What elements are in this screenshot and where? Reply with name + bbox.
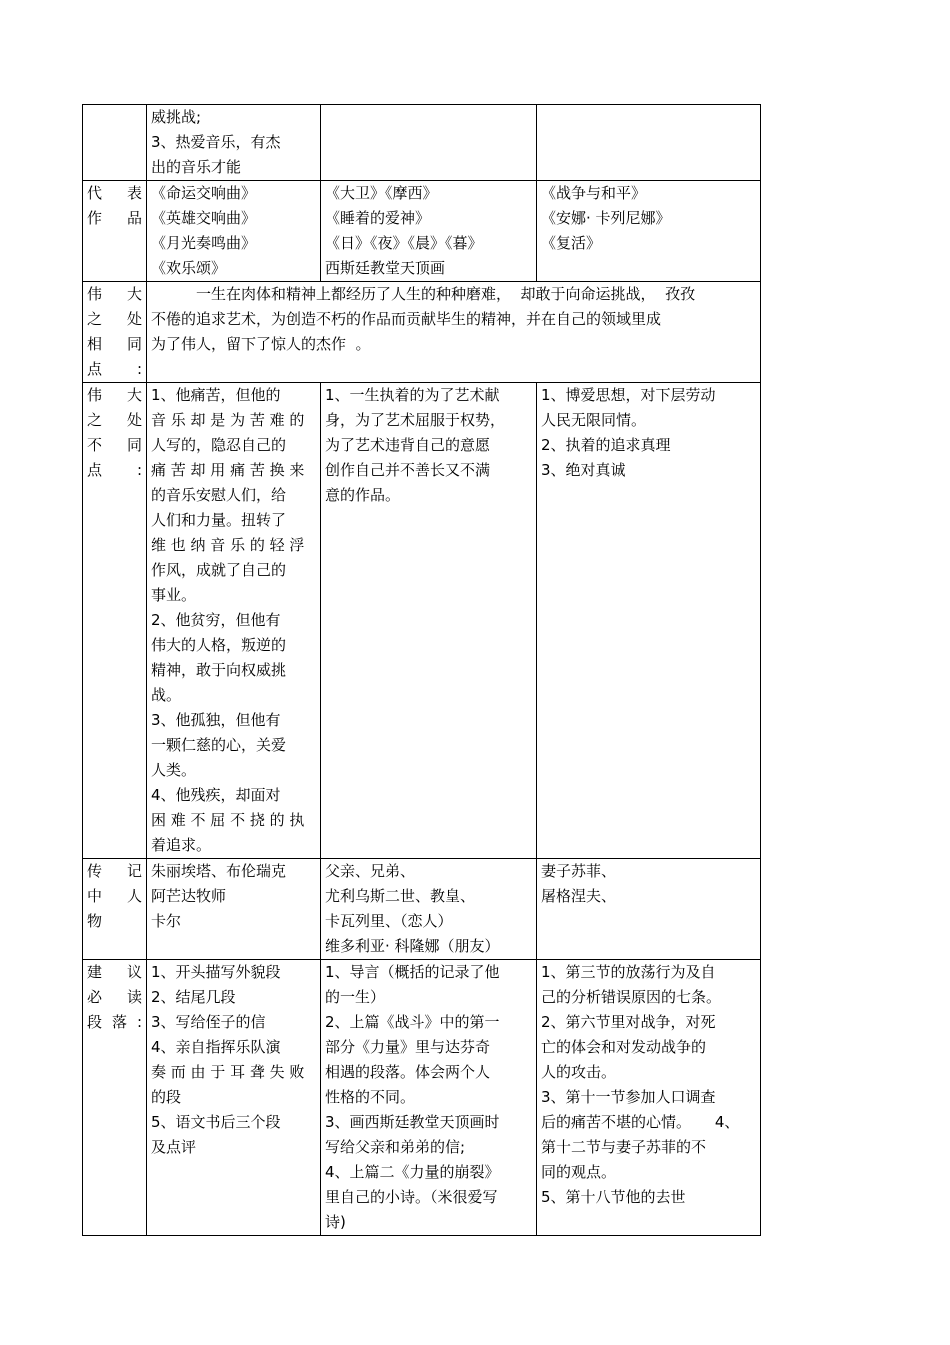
cell-text-line: 为了艺术违背自己的意愿 [325, 436, 491, 454]
merged-cell [147, 282, 761, 383]
cell-text-line: 伟大的人格，叛逆的 [151, 636, 287, 654]
cell-text-line: 2、结尾几段 [151, 988, 236, 1006]
cell-text-line: 1、开头描写外貌段 [151, 963, 281, 981]
cell-text-line: 的段 [151, 1088, 182, 1106]
cell-text-line: 3、画西斯廷教堂天顶画时 [325, 1113, 500, 1131]
cell-text-line: 维 也 纳 音 乐 的 轻 浮 [151, 536, 305, 554]
cell-text-line: 性格的不同。 [325, 1088, 416, 1106]
cell-text-line: 3、第十一节参加人口调查 [541, 1088, 716, 1106]
table-cell [321, 181, 537, 282]
cell-text-line: 2、执着的追求真理 [541, 436, 671, 454]
row-label-cell [83, 105, 147, 181]
cell-text-line: 1、博爱思想，对下层劳动 [541, 386, 716, 404]
cell-text-line: 的一生） [325, 988, 386, 1006]
cell-text-line: 《欢乐颂》 [151, 259, 227, 277]
cell-text-line: 《安娜· 卡列尼娜》 [541, 209, 671, 227]
cell-text-line: 人民无限同情。 [541, 411, 647, 429]
row-label-text: 段落: [87, 1013, 142, 1031]
cell-text-line: 父亲、兄弟、 [325, 862, 416, 880]
row-label-cell [83, 859, 147, 960]
cell-text-line: 创作自己并不善长又不满 [325, 461, 491, 479]
table-row [83, 105, 761, 181]
cell-text-line: 出的音乐才能 [151, 158, 242, 176]
cell-text-line: 朱丽埃塔、布伦瑞克 [151, 862, 287, 880]
cell-text-line: 事业。 [151, 586, 197, 604]
table-cell [321, 960, 537, 1236]
table-cell [321, 859, 537, 960]
cell-text-line: 4、亲自指挥乐队演 [151, 1038, 281, 1056]
cell-text-line: 尤利乌斯二世、教皇、 [325, 887, 476, 905]
table-row [83, 859, 761, 960]
cell-text-line: 《复活》 [541, 234, 602, 252]
row-label-text: 点: [87, 360, 142, 378]
cell-text-line: 5、第十八节他的去世 [541, 1188, 686, 1206]
table-cell [537, 859, 761, 960]
cell-text-line: 相遇的段落。体会两个人 [325, 1063, 491, 1081]
cell-text-line: 4、上篇二《力量的崩裂》 [325, 1163, 500, 1181]
cell-text-line: 屠格涅夫、 [541, 887, 617, 905]
cell-text-line: 人们和力量。扭转了 [151, 511, 287, 529]
cell-text-line: 《日》《夜》《晨》《暮》 [325, 234, 483, 252]
cell-text-line: 1、一生执着的为了艺术献 [325, 386, 500, 404]
cell-text-line: 同的观点。 [541, 1163, 617, 1181]
row-label-text: 中 人 [87, 887, 142, 905]
table-cell [537, 383, 761, 859]
table-row [83, 960, 761, 1236]
cell-text-line: 作风，成就了自己的 [151, 561, 287, 579]
row-label-cell [83, 960, 147, 1236]
cell-text-line: 2、上篇《战斗》中的第一 [325, 1013, 500, 1031]
cell-text-line: 及点评 [151, 1138, 197, 1156]
cell-text-line: 为了伟人，留下了惊人的杰作 。 [151, 335, 371, 353]
cell-text-line: 1、第三节的放荡行为及自 [541, 963, 716, 981]
cell-text-line: 3、绝对真诚 [541, 461, 626, 479]
row-label-cell [83, 282, 147, 383]
cell-text-line: 己的分析错误原因的七条。 [541, 988, 722, 1006]
cell-text-line: 着追求。 [151, 836, 212, 854]
cell-text-line: 诗) [325, 1213, 346, 1231]
cell-text-line: 《睡着的爱神》 [325, 209, 431, 227]
row-label-text: 伟 大 [87, 285, 142, 303]
row-label-text: 不 同 [87, 436, 142, 454]
cell-text-line: 音 乐 却 是 为 苦 难 的 [151, 411, 305, 429]
cell-text-line: 后的痛苦不堪的心情。 4、 [541, 1113, 740, 1131]
cell-text-line: 精神，敢于向权威挑 [151, 661, 287, 679]
cell-text-line: 《大卫》《摩西》 [325, 184, 438, 202]
cell-text-line: 困 难 不 屈 不 挠 的 执 [151, 811, 305, 829]
row-label-text: 作 品 [87, 209, 142, 227]
cell-text-line: 人类。 [151, 761, 197, 779]
cell-text-line: 《月光奏鸣曲》 [151, 234, 257, 252]
cell-text-line: 战。 [151, 686, 182, 704]
table-cell [147, 383, 321, 859]
table-cell [147, 960, 321, 1236]
cell-text-line: 意的作品。 [325, 486, 401, 504]
cell-text-line: 人写的，隐忍自己的 [151, 436, 287, 454]
row-label-text: 传 记 [87, 862, 142, 880]
table-cell [537, 105, 761, 181]
table-row [83, 383, 761, 859]
row-label-text: 之 处 [87, 411, 142, 429]
cell-text-line: 2、第六节里对战争，对死 [541, 1013, 716, 1031]
table-cell [321, 105, 537, 181]
table-cell [147, 859, 321, 960]
cell-text-line: 西斯廷教堂天顶画 [325, 259, 446, 277]
cell-text-line: 《命运交响曲》 [151, 184, 257, 202]
table-cell [537, 960, 761, 1236]
cell-text-line: 1、他痛苦，但他的 [151, 386, 281, 404]
table-cell [147, 181, 321, 282]
row-label-text: 建 议 [87, 963, 142, 981]
table-cell [147, 105, 321, 181]
row-label-text: 必 读 [87, 988, 142, 1006]
cell-text-line: 威挑战; [151, 108, 202, 126]
cell-text-line: 亡的体会和对发动战争的 [541, 1038, 707, 1056]
cell-text-line: 第十二节与妻子苏菲的不 [541, 1138, 707, 1156]
cell-text-line: 人的攻击。 [541, 1063, 617, 1081]
row-label-text: 物 [87, 912, 103, 930]
cell-text-line: 阿芒达牧师 [151, 887, 227, 905]
cell-text-line: 《战争与和平》 [541, 184, 647, 202]
cell-text-line: 维多利亚· 科隆娜（朋友） [325, 937, 500, 955]
row-label-text: 点: [87, 461, 142, 479]
row-label-cell [83, 383, 147, 859]
cell-text-line: 写给父亲和弟弟的信; [325, 1138, 466, 1156]
table-cell [321, 383, 537, 859]
cell-text-line: 5、语文书后三个段 [151, 1113, 281, 1131]
cell-text-line: 痛 苦 却 用 痛 苦 换 来 [151, 461, 305, 479]
row-label-text: 之 处 [87, 310, 142, 328]
cell-text-line: 身，为了艺术屈服于权势， [325, 411, 506, 429]
cell-text-line: 一颗仁慈的心，关爱 [151, 736, 287, 754]
cell-text-line: 奏 而 由 于 耳 聋 失 败 [151, 1063, 305, 1081]
table-cell [537, 181, 761, 282]
row-label-text: 相 同 [87, 335, 142, 353]
cell-text-line: 1、导言（概括的记录了他 [325, 963, 500, 981]
cell-text-line: 里自己的小诗。（米很爱写 [325, 1188, 498, 1206]
table-row [83, 282, 761, 383]
cell-text-line: 3、写给侄子的信 [151, 1013, 266, 1031]
cell-text-line: 的音乐安慰人们，给 [151, 486, 287, 504]
cell-text-line: 4、他残疾，却面对 [151, 786, 281, 804]
comparison-table [82, 104, 761, 1236]
cell-text-line: 卡尔 [151, 912, 182, 930]
cell-text-line: 妻子苏菲、 [541, 862, 617, 880]
cell-text-line: 3、他孤独，但他有 [151, 711, 281, 729]
cell-text-line: 卡瓦列里、（恋人） [325, 912, 453, 930]
row-label-text: 代 表 [87, 184, 142, 202]
row-label-text: 伟 大 [87, 386, 142, 404]
cell-text-line: 一生在肉体和精神上都经历了人生的种种磨难， 却敢于向命运挑战， 孜孜 [196, 285, 696, 303]
cell-text-line: 不倦的追求艺术，为创造不朽的作品而贡献毕生的精神，并在自己的领域里成 [151, 310, 662, 328]
cell-text-line: 《英雄交响曲》 [151, 209, 257, 227]
row-label-cell [83, 181, 147, 282]
cell-text-line: 部分《力量》里与达芬奇 [325, 1038, 491, 1056]
cell-text-line: 3、热爱音乐，有杰 [151, 133, 281, 151]
cell-text-line: 2、他贫穷，但他有 [151, 611, 281, 629]
table-row [83, 181, 761, 282]
